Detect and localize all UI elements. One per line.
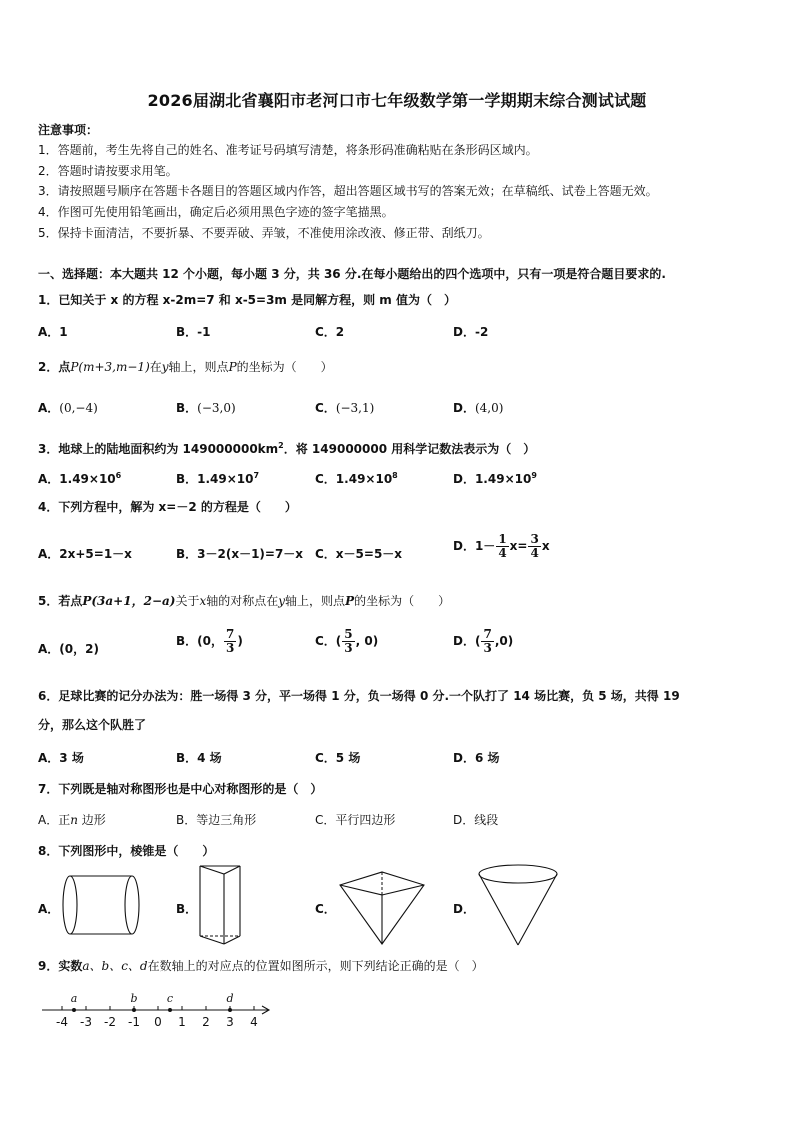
q6-option-c: C．5 场 [315, 751, 361, 765]
q2-option-c: C．(−3,1) [315, 401, 375, 415]
number-line-tick-label: 1 [178, 1015, 186, 1029]
q1-option-c: C．2 [315, 325, 345, 339]
question-2-stem: 2．点P(m+3,m−1)在y轴上，则点P的坐标为（ ） [38, 360, 333, 374]
number-line-point-label: a [70, 992, 78, 1005]
question-3-stem: 3．地球上的陆地面积约为 $149000000km^2$．将 149000000 用科学记数法表示为（ ） [38, 441, 536, 456]
question-9-stem: 9．实数a、b、c、d在数轴上的对应点的位置如图所示，则下列结论正确的是（ ） [38, 959, 484, 973]
cone-figure [476, 862, 560, 948]
cylinder-figure [60, 874, 144, 938]
q7-option-b: B．等边三角形 [176, 813, 257, 827]
number-line-tick-label: 3 [226, 1015, 234, 1029]
q6-option-d: D．6 场 [453, 751, 500, 765]
q5-option-d: D．( $\frac{7}{3}$ ,0) [453, 627, 514, 655]
q4-option-a: A．2x+5=1－x [38, 547, 132, 561]
q5-option-b: B．(0， $\frac{7}{3}$ ) [176, 627, 243, 655]
number-line-point-label: d [226, 992, 234, 1005]
q6-option-b: B．4 场 [176, 751, 222, 765]
question-6-stem-line1: 6．足球比赛的记分办法为：胜一场得 3 分，平一场得 1 分，负一场得 0 分.一个队打了 14 场比赛，负 5 场，共得 19 [38, 689, 680, 703]
q1-option-b: B．-1 [176, 325, 211, 339]
q3-option-c: C．$1.49\times 10^8$ [315, 471, 398, 486]
question-8-stem: 8．下列图形中，棱锥是（ ） [38, 844, 215, 858]
q2-option-a: A．(0,−4) [38, 401, 98, 415]
number-line-tick-label: 4 [250, 1015, 258, 1029]
question-4-stem: 4．下列方程中，解为 x=－2 的方程是（ ） [38, 500, 297, 514]
q4-option-d: D．1－ $\frac{1}{4}$ x= $\frac{3}{4}$ x [453, 532, 550, 560]
notice-item: 5．保持卡面清洁，不要折暴、不要弄破、弄皱，不准使用涂改液、修正带、刮纸刀。 [38, 226, 490, 240]
page-title: 2026届湖北省襄阳市老河口市七年级数学第一学期期末综合测试试题 [147, 91, 647, 110]
number-line-point-d [228, 1008, 232, 1012]
q8-option-b: B． [176, 902, 198, 916]
question-5-stem: 5．若点P(3a+1，2−a)关于x轴的对称点在y轴上，则点P的坐标为（ ） [38, 594, 451, 608]
number-line-tick-label: 0 [154, 1015, 162, 1029]
q1-option-d: D．-2 [453, 325, 489, 339]
number-line-tick-label: 2 [202, 1015, 210, 1029]
q6-option-a: A．3 场 [38, 751, 84, 765]
question-1-stem: 1．已知关于 x 的方程 x-2m=7 和 x-5=3m 是同解方程，则 m 值为（ ） [38, 293, 456, 307]
pyramid-figure [338, 868, 426, 948]
question-7-stem: 7．下列既是轴对称图形也是中心对称图形的是（ ） [38, 782, 323, 796]
number-line [40, 988, 280, 1038]
q7-option-c: C．平行四边形 [315, 813, 396, 827]
number-line-point-a [72, 1008, 76, 1012]
question-6-stem-line2: 分，那么这个队胜了 [38, 718, 147, 732]
q8-option-a: A． [38, 902, 60, 916]
number-line-point-c [168, 1008, 172, 1012]
number-line-tick-label: -3 [80, 1015, 92, 1029]
q2-option-d: D．(4,0) [453, 401, 504, 415]
q8-option-d: D． [453, 902, 475, 916]
prism-figure [196, 862, 246, 948]
q4-option-b: B．3－2(x－1)=7－x [176, 547, 304, 561]
number-line-point-label: c [166, 992, 174, 1005]
notice-heading: 注意事项： [38, 123, 99, 137]
q5-option-c: C．( $\frac{5}{3}$ , 0) [315, 627, 379, 655]
number-line-tick-label: -4 [56, 1015, 68, 1029]
notice-item: 4．作图可先使用铅笔画出，确定后必须用黑色字迹的签字笔描黑。 [38, 205, 394, 219]
q7-option-a: A．正n 边形 [38, 813, 106, 827]
q2-option-b: B．(−3,0) [176, 401, 236, 415]
q5-option-a: A．(0，2) [38, 642, 99, 656]
section-heading: 一、选择题：本大题共 12 个小题，每小题 3 分，共 36 分.在每小题给出的四个选项中，只有一项是符合题目要求的. [38, 267, 666, 281]
notice-item: 1．答题前，考生先将自己的姓名、准考证号码填写清楚，将条形码准确粘贴在条形码区域内。 [38, 143, 538, 157]
number-line-point-label: b [130, 992, 138, 1005]
number-line-tick-label: -2 [104, 1015, 116, 1029]
q1-option-a: A．1 [38, 325, 68, 339]
q4-option-c: C．x－5=5－x [315, 547, 403, 561]
q8-option-c: C． [315, 902, 336, 916]
q7-option-d: D．线段 [453, 813, 499, 827]
notice-item: 3．请按照题号顺序在答题卡各题目的答题区域内作答，超出答题区域书写的答案无效；在草稿纸、试卷上答题无效。 [38, 184, 658, 198]
q3-option-d: D．$1.49\times 10^9$ [453, 471, 537, 486]
number-line-tick-label: -1 [128, 1015, 140, 1029]
q3-option-b: B．$1.49\times 10^7$ [176, 471, 260, 486]
number-line-point-b [132, 1008, 136, 1012]
notice-item: 2．答题时请按要求用笔。 [38, 164, 178, 178]
q3-option-a: A．$1.49\times 10^6$ [38, 471, 122, 486]
